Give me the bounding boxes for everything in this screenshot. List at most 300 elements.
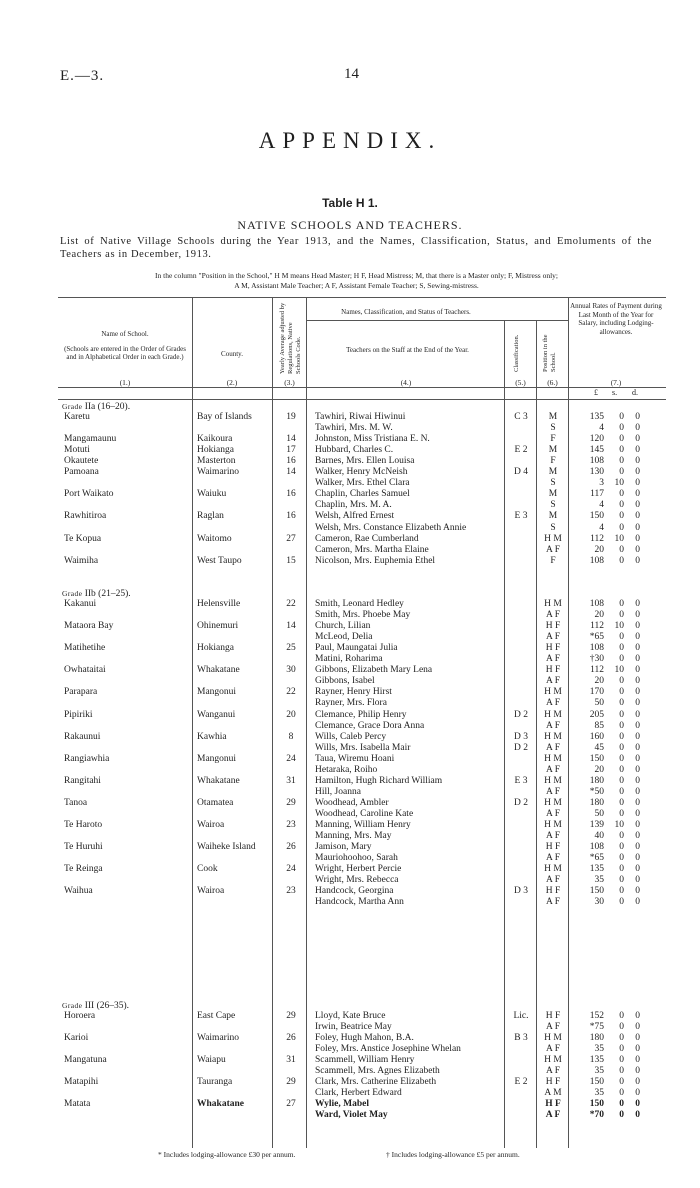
yearly-average: 17	[286, 445, 296, 456]
salary-pounds: 180	[589, 797, 604, 808]
teacher-name: Scammell, Mrs. Agnes Elizabeth	[315, 1066, 440, 1077]
teacher-name: Clemance, Philip Henry	[315, 709, 407, 720]
salary-pence: 0	[635, 665, 640, 676]
yearly-average: 14	[286, 621, 296, 632]
position: H M	[544, 687, 562, 698]
grade-range: IIa (16–20).	[84, 402, 131, 412]
salary-shillings: 0	[619, 831, 624, 842]
appendix-heading: APPENDIX.	[258, 128, 442, 153]
school-name: Karetu	[64, 412, 90, 422]
teacher-name: Hetaraka, Roiho	[315, 764, 378, 775]
teacher-name: Irwin, Beatrice May	[315, 1022, 392, 1033]
column-note	[54, 271, 659, 290]
school-name: Rangitahi	[64, 775, 101, 786]
salary-shillings: 0	[619, 731, 624, 742]
table-row	[0, 831, 700, 842]
teacher-name: Matini, Roharima	[315, 654, 383, 665]
school-name: Rakaunui	[64, 731, 101, 742]
salary-shillings: 0	[619, 875, 624, 886]
teacher-name: Tawhiri, Riwai Hiwinui	[315, 412, 406, 422]
avg-header-text: Yearly Average adjusted by Regulations, Native Schools Code.	[279, 302, 302, 374]
salary-pounds: 108	[589, 643, 604, 654]
position: S	[550, 500, 556, 511]
column-note-line-2: A M, Assistant Male Teacher; A F, Assistant Female Teacher; S, Sewing-mistress.	[234, 280, 479, 290]
salary-pence: 0	[635, 1088, 640, 1099]
teacher-name: Johnston, Miss Tristiana E. N.	[315, 434, 430, 445]
table-row	[0, 1011, 700, 1022]
position: A F	[546, 1066, 560, 1077]
classification: D 2	[514, 797, 528, 808]
salary-pounds: 108	[589, 599, 604, 609]
salary-shillings: 0	[619, 1011, 624, 1021]
classification: D 3	[514, 731, 528, 742]
county-name: Kaikoura	[197, 434, 233, 445]
yearly-average: 24	[286, 864, 296, 875]
salary-pence: 0	[635, 423, 640, 434]
yearly-average: 29	[286, 797, 296, 808]
county-name: Raglan	[197, 511, 224, 522]
salary-shillings: 0	[619, 654, 624, 665]
salary-pounds: 160	[589, 731, 604, 742]
position: A F	[546, 831, 560, 842]
position: M	[548, 412, 558, 422]
county-name: Kawhia	[197, 731, 227, 742]
teacher-name: Wright, Mrs. Rebecca	[315, 875, 399, 886]
salary-pence: 0	[635, 412, 640, 422]
position: A F	[546, 720, 560, 731]
salary-pounds: 4	[599, 423, 604, 434]
salary-pounds: 40	[594, 831, 604, 842]
position: A F	[546, 897, 560, 908]
col-num-6: (6.)	[547, 378, 558, 387]
position: M	[548, 467, 558, 478]
teacher-name: Handcock, Martha Ann	[315, 897, 404, 908]
yearly-average: 30	[286, 665, 296, 676]
salary-shillings: 0	[619, 412, 624, 422]
salary-pounds: †30	[589, 654, 604, 665]
county-name: Whakatane	[197, 775, 240, 786]
teacher-name: Mauriohoohoo, Sarah	[315, 853, 398, 864]
school-name: Karioi	[64, 1033, 89, 1044]
yearly-average: 20	[286, 709, 296, 720]
salary-pounds: *75	[589, 1022, 604, 1033]
table-row	[0, 875, 700, 886]
salary-pounds: 117	[590, 489, 604, 500]
teacher-name: Ward, Violet May	[315, 1110, 388, 1121]
teacher-name: Wills, Caleb Percy	[315, 731, 387, 742]
table-row	[0, 1077, 700, 1088]
yearly-average: 31	[286, 1055, 296, 1066]
salary-pence: 0	[635, 1022, 640, 1033]
yearly-average: 8	[288, 731, 294, 742]
position-header-text: Position in the School.	[542, 334, 557, 372]
salary-pounds: 120	[589, 434, 604, 445]
salary-shillings: 0	[619, 1077, 624, 1088]
footnote-dagger: † Includes lodging-allowance £5 per annum.	[386, 1150, 520, 1159]
salary-shillings: 0	[619, 786, 624, 797]
teacher-name: Foley, Hugh Mahon, B.A.	[315, 1033, 414, 1044]
position: A F	[546, 632, 560, 643]
yearly-average: 14	[286, 434, 296, 445]
salary-shillings: 0	[619, 632, 624, 643]
salary-shillings: 10	[614, 665, 624, 676]
teacher-name: Woodhead, Caroline Kate	[315, 808, 414, 819]
salary-pence: 0	[635, 456, 640, 467]
table-row	[0, 886, 700, 897]
county-name: Waiapu	[197, 1055, 226, 1066]
salary-pence: 0	[635, 1011, 640, 1021]
county-name: Tauranga	[197, 1077, 233, 1088]
salary-pounds: 135	[589, 864, 604, 875]
school-name: Te Huruhi	[64, 842, 103, 853]
salary-pence: 0	[635, 820, 640, 830]
salary-pounds: 50	[594, 808, 604, 819]
salary-pence: 0	[635, 467, 640, 478]
position: A F	[546, 1044, 560, 1055]
table-row	[0, 776, 700, 787]
teacher-name: Rayner, Henry Hirst	[315, 687, 392, 698]
table-row	[0, 632, 700, 643]
salary-pounds: 85	[594, 720, 604, 731]
salary-pounds: 20	[594, 610, 604, 621]
position: A F	[546, 544, 560, 555]
table-row	[0, 556, 700, 567]
school-name: Matata	[64, 1099, 91, 1110]
teacher-name: Smith, Mrs. Phoebe May	[315, 610, 411, 621]
teacher-name: Walker, Henry McNeish	[315, 467, 408, 478]
position: F	[550, 555, 556, 566]
table-row	[0, 809, 700, 820]
table-top-rule	[58, 297, 666, 298]
salary-pounds: 170	[589, 687, 604, 698]
salary-pence: 0	[635, 1077, 640, 1088]
county-name: Ohinemuri	[197, 621, 239, 632]
teacher-name: Cameron, Mrs. Martha Elaine	[315, 544, 429, 555]
table-row	[0, 765, 700, 776]
county-header: County.	[221, 350, 243, 358]
county-name: Waiheke Island	[197, 842, 256, 853]
position: H M	[544, 753, 562, 764]
classification: D 2	[514, 742, 528, 753]
teacher-name: Hill, Joanna	[315, 786, 361, 797]
salary-pounds: 108	[589, 456, 604, 467]
teacher-name: Welsh, Alfred Ernest	[315, 511, 395, 522]
salary-pounds: 135	[589, 1055, 604, 1066]
yearly-average: 16	[286, 489, 296, 500]
teacher-name: Paul, Maungatai Julia	[315, 643, 398, 654]
teacher-name: Chaplin, Mrs. M. A.	[315, 500, 392, 511]
county-name: Masterton	[197, 456, 236, 467]
table-row	[0, 523, 700, 534]
county-name: Whakatane	[197, 665, 240, 676]
school-name: Parapara	[64, 687, 98, 698]
salary-shillings: 0	[619, 1066, 624, 1077]
salary-pounds: 35	[594, 1088, 604, 1099]
header-bottom-rule	[58, 387, 666, 388]
table-row	[0, 467, 700, 478]
position: A F	[546, 764, 560, 775]
yearly-average: 16	[286, 456, 296, 467]
teacher-name: Gibbons, Elizabeth Mary Lena	[315, 665, 433, 676]
position: S	[550, 522, 556, 533]
list-title: List of Native Village Schools during the Year 1913, and the Names, Classification, Status, and Emoluments of the Teachers as in December, 1913.	[60, 236, 652, 260]
table-row	[0, 621, 700, 632]
school-name: Owhataitai	[64, 665, 106, 676]
table-row	[0, 610, 700, 621]
position: M	[548, 489, 558, 500]
yearly-average: 31	[286, 775, 296, 786]
salary-pounds: 20	[594, 544, 604, 555]
classification: E 2	[514, 1077, 528, 1088]
salary-pounds: 3	[599, 478, 604, 489]
salary-shillings: 10	[614, 820, 624, 830]
position: A F	[546, 808, 560, 819]
salary-pence: 0	[635, 621, 640, 632]
classification: B 3	[514, 1033, 528, 1044]
salary-shillings: 0	[619, 842, 624, 853]
county-name: Bay of Islands	[197, 412, 252, 422]
grade-heading	[62, 1001, 129, 1011]
table-row	[0, 545, 700, 556]
salary-pounds: 112	[590, 621, 604, 632]
salary-pounds: 139	[589, 820, 604, 830]
salary-shillings: 0	[619, 720, 624, 731]
position: H M	[544, 731, 562, 742]
salary-pence: 0	[635, 875, 640, 886]
salary-pence: 0	[635, 764, 640, 775]
position: A M	[544, 1088, 562, 1099]
salary-shillings: 10	[614, 478, 624, 489]
salary-pence: 0	[635, 643, 640, 654]
table-row	[0, 412, 700, 423]
yearly-average: 22	[286, 599, 296, 609]
teacher-name: Nicolson, Mrs. Euphemia Ethel	[315, 555, 436, 566]
classification-header: Classification.	[513, 334, 520, 372]
salary-pence: 0	[635, 610, 640, 621]
table-row	[0, 643, 700, 654]
school-name: Horoera	[64, 1011, 96, 1021]
pound-unit: £	[594, 388, 598, 397]
school-name-header	[60, 330, 190, 362]
county-name: Waimarino	[197, 467, 239, 478]
salary-shillings: 0	[619, 886, 624, 897]
grade-heading	[62, 402, 130, 412]
school-name: Pamoana	[64, 467, 99, 478]
classification: E 3	[514, 511, 528, 522]
salary-pounds: 45	[594, 742, 604, 753]
teacher-name: Clemance, Grace Dora Anna	[315, 720, 425, 731]
grade-heading	[62, 589, 131, 599]
position: H M	[544, 1033, 562, 1044]
salary-pounds: 205	[589, 709, 604, 720]
col-num-4: (4.)	[400, 378, 412, 387]
position: H F	[545, 665, 561, 676]
salary-pounds: 35	[594, 1066, 604, 1077]
salary-shillings: 0	[619, 775, 624, 786]
table-row	[0, 500, 700, 511]
table-row	[0, 1088, 700, 1099]
county-name: Whakatane	[197, 1099, 244, 1110]
yearly-average: 27	[286, 1099, 296, 1110]
classification: C 3	[514, 412, 528, 422]
teacher-name: Gibbons, Isabel	[315, 676, 375, 687]
salary-shillings: 0	[619, 489, 624, 500]
table-row	[0, 721, 700, 732]
position: H F	[545, 842, 561, 853]
table-row	[0, 687, 700, 698]
county-name: Waitomo	[197, 533, 232, 544]
salary-pence: 0	[635, 720, 640, 731]
position: H M	[544, 709, 562, 720]
salary-pence: 0	[635, 808, 640, 819]
county-name: East Cape	[197, 1011, 236, 1021]
salary-pence: 0	[635, 511, 640, 522]
table-row	[0, 534, 700, 545]
salary-pounds: *50	[589, 786, 604, 797]
salary-pence: 0	[635, 500, 640, 511]
salary-shillings: 0	[619, 511, 624, 522]
salary-shillings: 0	[619, 764, 624, 775]
teacher-name: Woodhead, Ambler	[315, 797, 389, 808]
report-reference: E.—3.	[60, 68, 105, 84]
teacher-name: Handcock, Georgina	[315, 886, 394, 897]
salary-pounds: 150	[589, 1077, 604, 1088]
teacher-name: Taua, Wiremu Hoani	[315, 753, 395, 764]
salary-pounds: 4	[599, 522, 604, 533]
salary-pence: 0	[635, 786, 640, 797]
salary-pounds: 112	[590, 533, 604, 544]
teacher-name: Hubbard, Charles C.	[315, 445, 394, 456]
col-num-1: (1.)	[119, 378, 131, 387]
salary-shillings: 0	[619, 1033, 624, 1044]
school-name: Rangiawhia	[64, 753, 110, 764]
grade-range: IIb (21–25).	[84, 589, 131, 599]
salary-pence: 0	[635, 632, 640, 643]
county-name: Mangonui	[197, 687, 237, 698]
position: H M	[544, 797, 562, 808]
position: A F	[546, 875, 560, 886]
salary-shillings: 0	[619, 445, 624, 456]
salary-shillings: 0	[619, 808, 624, 819]
salary-shillings: 0	[619, 676, 624, 687]
salary-shillings: 0	[619, 456, 624, 467]
county-name: Waimarino	[197, 1033, 239, 1044]
salary-pounds: 150	[589, 753, 604, 764]
salary-pence: 0	[635, 1055, 640, 1066]
school-name: Pipiriki	[64, 709, 93, 720]
names-group-rule	[306, 320, 568, 321]
yearly-average: 27	[286, 533, 296, 544]
yearly-average: 26	[286, 1033, 296, 1044]
yearly-average: 23	[286, 820, 296, 830]
table-row	[0, 478, 700, 489]
county-name: West Taupo	[197, 555, 242, 566]
table-row	[0, 489, 700, 500]
salary-pence: 0	[635, 522, 640, 533]
salary-shillings: 0	[619, 555, 624, 566]
school-name-label: Name of School.	[101, 330, 149, 338]
teacher-name: Clark, Herbert Edward	[315, 1088, 402, 1099]
county-name: Wanganui	[197, 709, 236, 720]
school-name: Mataora Bay	[64, 621, 114, 632]
position: A F	[546, 853, 560, 864]
salary-pence: 0	[635, 753, 640, 764]
school-name: Waihua	[64, 886, 93, 897]
school-name: Mangatuna	[64, 1055, 107, 1066]
salary-pounds: 112	[590, 665, 604, 676]
teacher-name: Rayner, Mrs. Flora	[315, 698, 387, 709]
salary-pounds: 108	[589, 555, 604, 566]
yearly-average: 16	[286, 511, 296, 522]
salary-pence: 0	[635, 1044, 640, 1055]
grade-range: III (26–35).	[84, 1001, 130, 1011]
salary-pounds: 20	[594, 764, 604, 775]
school-name: Kakanui	[64, 599, 97, 609]
col-num-5: (5.)	[515, 378, 526, 387]
teacher-name: Lloyd, Kate Bruce	[315, 1011, 386, 1021]
salary-pence: 0	[635, 831, 640, 842]
salary-pounds: 130	[589, 467, 604, 478]
pence-unit: d.	[632, 388, 638, 397]
salary-pence: 0	[635, 599, 640, 609]
yearly-average: 19	[286, 412, 296, 422]
teacher-name: Scammell, William Henry	[315, 1055, 415, 1066]
teacher-name: McLeod, Delia	[315, 632, 373, 643]
table-subtitle: NATIVE SCHOOLS AND TEACHERS.	[237, 218, 463, 232]
yearly-average: 24	[286, 753, 296, 764]
classification: D 3	[514, 886, 528, 897]
salary-pounds: 135	[589, 412, 604, 422]
salary-shillings: 0	[619, 434, 624, 445]
school-name: Matihetihe	[64, 643, 106, 654]
teacher-name: Church, Lilian	[315, 621, 371, 632]
salary-shillings: 0	[619, 599, 624, 609]
position: S	[550, 478, 556, 489]
salary-shillings: 0	[619, 1110, 624, 1121]
position: F	[550, 456, 556, 467]
salary-pounds: 35	[594, 1044, 604, 1055]
salary-pounds: *70	[589, 1110, 604, 1121]
table-row	[0, 754, 700, 765]
table-row	[0, 665, 700, 676]
teacher-name: Chaplin, Charles Samuel	[315, 489, 410, 500]
classification: Lic.	[513, 1011, 529, 1021]
salary-pence: 0	[635, 544, 640, 555]
position: A F	[546, 786, 560, 797]
shilling-unit: s.	[612, 388, 618, 397]
salary-pounds: 20	[594, 676, 604, 687]
teacher-name: Tawhiri, Mrs. M. W.	[315, 423, 393, 434]
position: A F	[546, 654, 560, 665]
salary-pounds: 108	[589, 842, 604, 853]
salary-pounds: 30	[594, 897, 604, 908]
yearly-average: 29	[286, 1077, 296, 1088]
salary-pounds: 150	[589, 886, 604, 897]
col-num-2: (2.)	[226, 378, 238, 387]
teacher-name: Welsh, Mrs. Constance Elizabeth Annie	[315, 522, 467, 533]
position: M	[548, 445, 558, 456]
table-row	[0, 842, 700, 853]
county-name: Waiuku	[197, 489, 227, 500]
school-name: Mangamaunu	[64, 434, 117, 445]
classification: E 2	[514, 445, 528, 456]
rates-header: Annual Rates of Payment during Last Month of the Year for Salary, including Lodging-allowances.	[570, 302, 662, 336]
school-name: Motuti	[64, 445, 90, 456]
position: H F	[545, 621, 561, 632]
salary-shillings: 0	[619, 643, 624, 654]
salary-shillings: 0	[619, 753, 624, 764]
position-header	[542, 326, 558, 372]
